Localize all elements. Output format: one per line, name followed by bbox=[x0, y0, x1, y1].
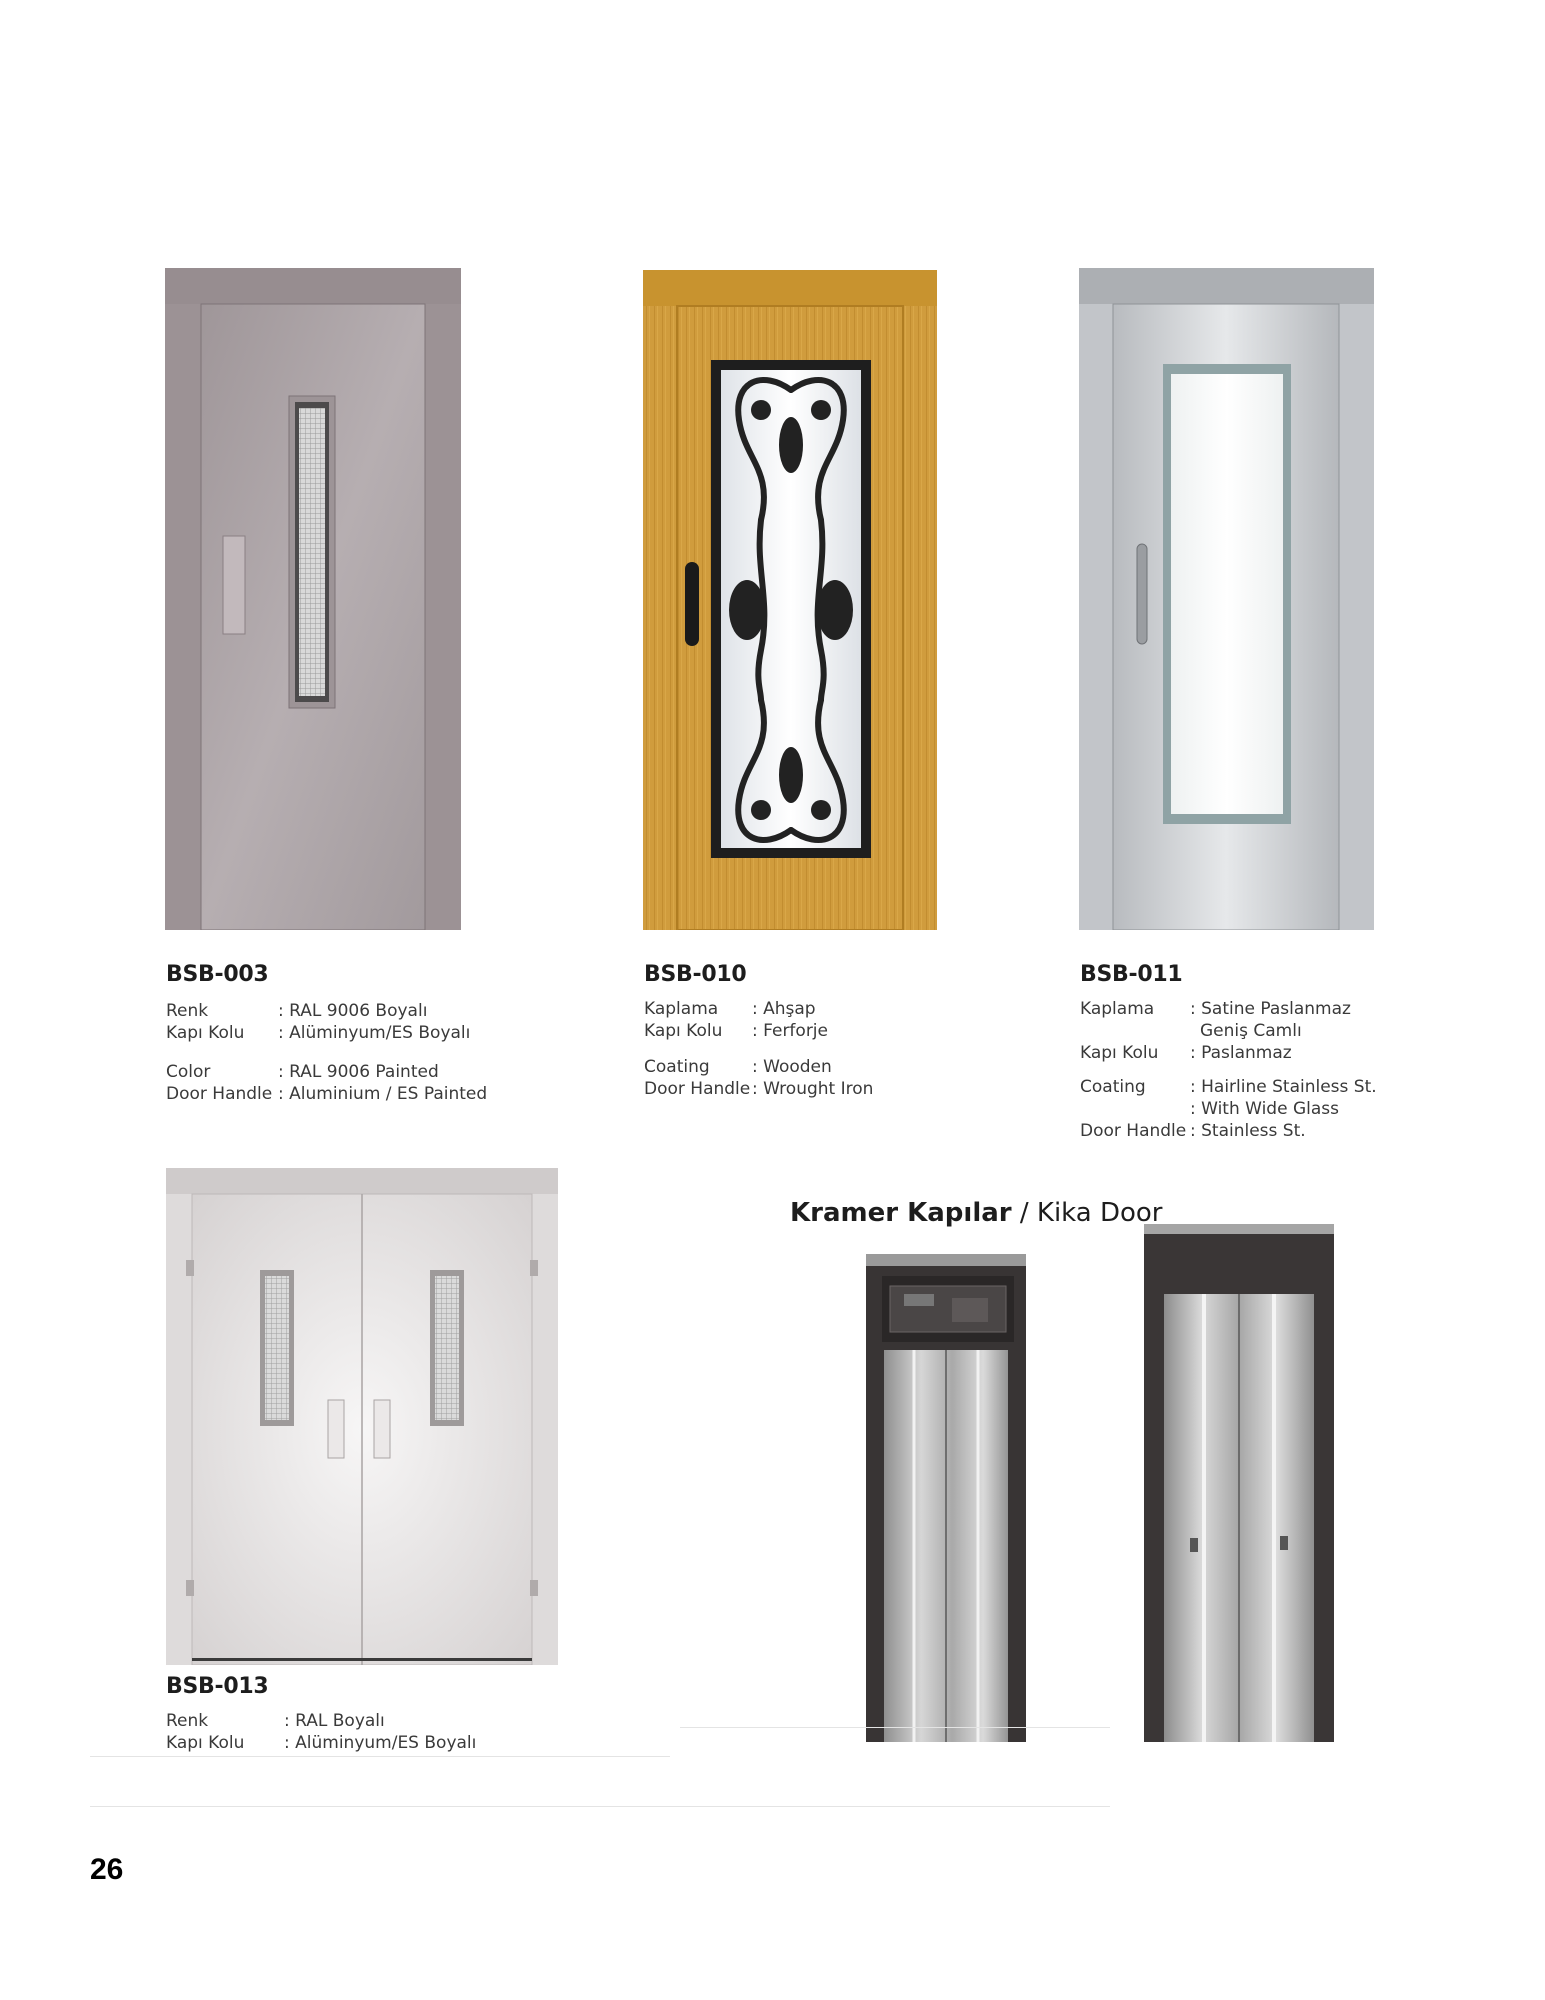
spec-value: Geniş Camlı bbox=[1200, 1021, 1302, 1041]
spec-key: Renk bbox=[166, 1711, 209, 1731]
spec-key: Kapı Kolu bbox=[166, 1023, 245, 1043]
spec-key: Kapı Kolu bbox=[1080, 1043, 1159, 1063]
spec-key: Door Handle bbox=[1080, 1121, 1187, 1141]
spec-row bbox=[644, 1020, 944, 1042]
spec-value: : Hairline Stainless St. bbox=[1190, 1077, 1377, 1097]
spec-value: : Paslanmaz bbox=[1190, 1043, 1292, 1063]
spec-row bbox=[166, 1061, 496, 1083]
spec-key: Coating bbox=[1080, 1077, 1146, 1097]
spec-row bbox=[644, 998, 944, 1020]
door-image-bsb-010 bbox=[643, 270, 937, 930]
product-code: BSB-010 bbox=[644, 962, 747, 987]
spec-key: Door Handle bbox=[644, 1079, 751, 1099]
spec-value: : Ferforje bbox=[752, 1021, 828, 1041]
spec-row bbox=[166, 1022, 496, 1044]
spec-value: : Satine Paslanmaz bbox=[1190, 999, 1351, 1019]
door-image-bsb-013 bbox=[166, 1168, 558, 1665]
spec-value: : Stainless St. bbox=[1190, 1121, 1306, 1141]
spec-row bbox=[1080, 1076, 1400, 1098]
spec-row bbox=[1080, 1042, 1400, 1064]
spec-row bbox=[166, 1000, 496, 1022]
spec-row bbox=[1080, 1120, 1400, 1142]
spec-key: Door Handle bbox=[166, 1084, 273, 1104]
spec-row bbox=[1080, 1020, 1400, 1042]
spec-row bbox=[166, 1732, 496, 1754]
divider bbox=[90, 1756, 670, 1757]
spec-row bbox=[1080, 1098, 1400, 1120]
divider bbox=[680, 1727, 1110, 1728]
spec-key: Kapı Kolu bbox=[166, 1733, 245, 1753]
spec-key: Coating bbox=[644, 1057, 710, 1077]
spec-row bbox=[644, 1078, 944, 1100]
door-image-bsb-011 bbox=[1079, 268, 1374, 930]
product-code: BSB-011 bbox=[1080, 962, 1183, 987]
product-code: BSB-013 bbox=[166, 1674, 269, 1699]
spec-block-tr bbox=[166, 1710, 496, 1754]
spec-value: : Ahşap bbox=[752, 999, 816, 1019]
page-number: 26 bbox=[90, 1853, 124, 1886]
spec-value: : Alüminyum/ES Boyalı bbox=[278, 1023, 471, 1043]
spec-value: : Wooden bbox=[752, 1057, 832, 1077]
spec-block-tr bbox=[1080, 998, 1400, 1064]
spec-row bbox=[166, 1083, 496, 1105]
spec-row bbox=[166, 1710, 496, 1732]
spec-value: : RAL 9006 Painted bbox=[278, 1062, 439, 1082]
door-image-kramer-closed bbox=[1134, 1220, 1340, 1742]
spec-key: Kaplama bbox=[1080, 999, 1155, 1019]
spec-value: : Alüminyum/ES Boyalı bbox=[284, 1733, 477, 1753]
spec-row bbox=[644, 1056, 944, 1078]
spec-row bbox=[1080, 998, 1400, 1020]
spec-key: Renk bbox=[166, 1001, 209, 1021]
spec-block-en bbox=[166, 1061, 496, 1105]
kramer-separator: / bbox=[1011, 1198, 1037, 1228]
spec-value: : With Wide Glass bbox=[1190, 1099, 1339, 1119]
kramer-title-en: Kika Door bbox=[1036, 1198, 1163, 1228]
spec-block-en bbox=[644, 1056, 944, 1100]
spec-value: : RAL 9006 Boyalı bbox=[278, 1001, 428, 1021]
product-code: BSB-003 bbox=[166, 962, 269, 987]
spec-value: : Aluminium / ES Painted bbox=[278, 1084, 488, 1104]
spec-key: Color bbox=[166, 1062, 211, 1082]
spec-value: : RAL Boyalı bbox=[284, 1711, 385, 1731]
kramer-heading bbox=[790, 1198, 1163, 1228]
spec-block-tr bbox=[166, 1000, 496, 1044]
spec-block-en bbox=[1080, 1076, 1400, 1142]
kramer-title-tr: Kramer Kapılar bbox=[790, 1198, 1012, 1228]
spec-value: : Wrought Iron bbox=[752, 1079, 874, 1099]
spec-block-tr bbox=[644, 998, 944, 1042]
spec-key: Kaplama bbox=[644, 999, 719, 1019]
divider bbox=[90, 1806, 1110, 1807]
spec-key: Kapı Kolu bbox=[644, 1021, 723, 1041]
door-image-kramer-open bbox=[856, 1254, 1034, 1742]
door-image-bsb-003 bbox=[165, 268, 461, 930]
